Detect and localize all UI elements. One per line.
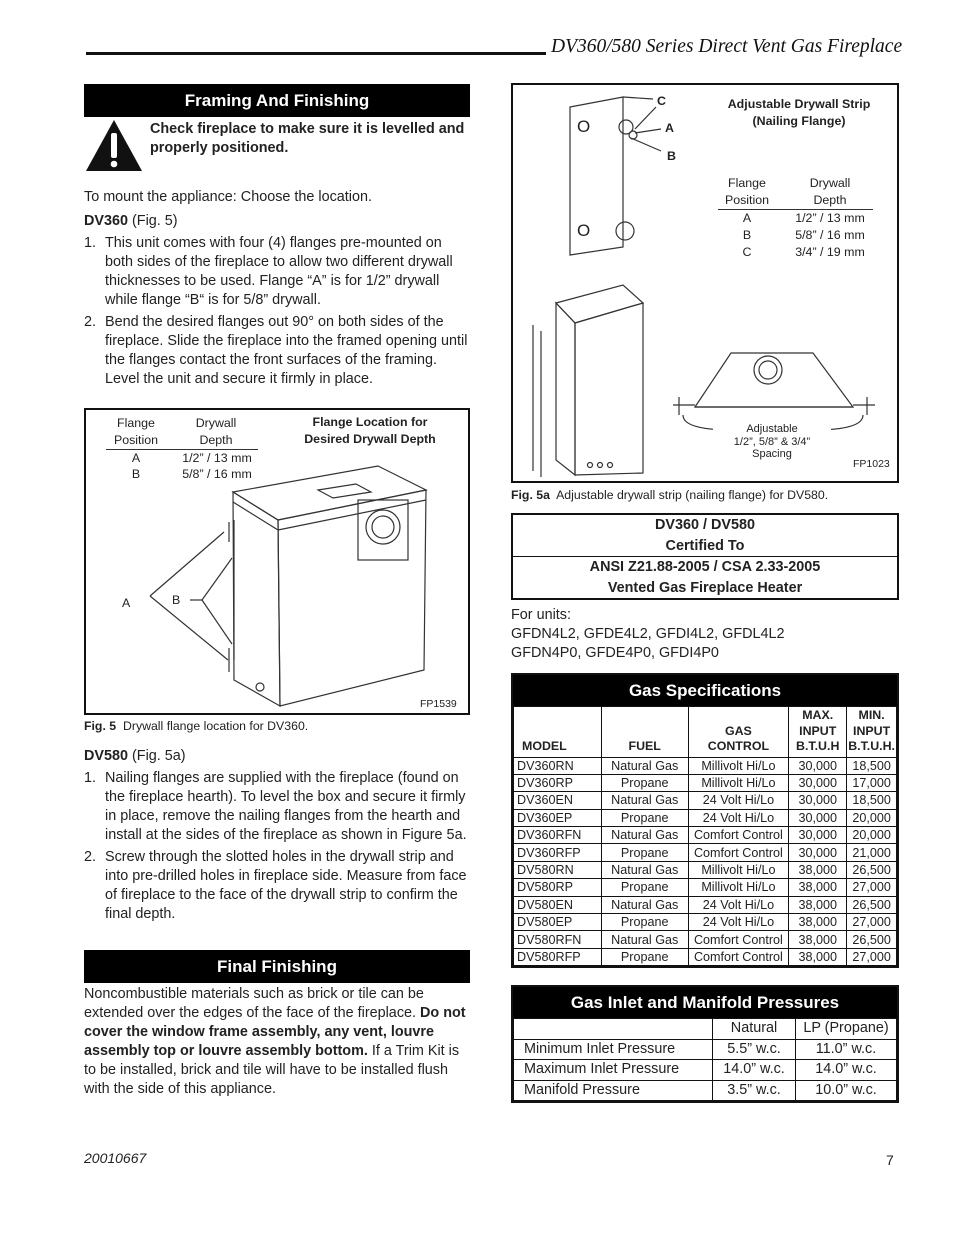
warning-icon (84, 118, 144, 173)
table-row: DV360RFN Natural Gas Comfort Control 30,000 20,000 (514, 827, 897, 844)
fig5a-title: Adjustable Drywall Strip (Nailing Flange) (727, 97, 871, 128)
dv580-steps (84, 769, 470, 924)
figure-5a: O O C A B Adjustable Drywall Strip (Nailing Flange) Flange Position Drywall Depth A B C 1/2” / 13 mm 5/8” / 16 mm 3/4” / 19 mm Adjustable 1/2”, 5/8” & 3/4” Spacing FP1023 (511, 83, 899, 483)
table-row: Maximum Inlet Pressure 14.0” w.c. 14.0” w.c. (514, 1060, 897, 1081)
table-row: DV360EP Propane 24 Volt Hi/Lo 30,000 20,000 (514, 809, 897, 826)
fig5a-spacing-label: Adjustable 1/2”, 5/8” & 3/4” Spacing (713, 423, 831, 461)
fig5-title: Flange Location for Desired Drywall Depth (304, 415, 436, 446)
list-item: 2. Screw through the slotted holes in the drywall strip and into pre-drilled holes in fireplace side. Measure from face of fireplace to the face of the drywall strip to confirm the final depth. (84, 849, 467, 922)
table-row: DV360RFP Propane Comfort Control 30,000 21,000 (514, 844, 897, 861)
fig5a-label-a: A (665, 121, 674, 135)
fig5a-label-c: C (657, 94, 666, 108)
table-row: DV580EN Natural Gas 24 Volt Hi/Lo 38,000 26,500 (514, 896, 897, 913)
warning-text: Check fireplace to make sure it is levelled and properly positioned. (150, 121, 465, 156)
table-row: Minimum Inlet Pressure 5.5” w.c. 11.0” w.c. (514, 1039, 897, 1060)
drywall-strip-drawing (513, 85, 897, 481)
pressures-heading: Gas Inlet and Manifold Pressures (513, 987, 897, 1018)
fig5-caption: Fig. 5 Drywall flange location for DV360. (84, 719, 309, 733)
figure-5: Flange Position Drywall Depth A B 1/2” / 13 mm 5/8” / 16 mm Flange Location for Desired Drywall Depth A B FP1539 (84, 408, 470, 715)
certification-box: DV360 / DV580 Certified To ANSI Z21.88-2005 / CSA 2.33-2005 Vented Gas Fireplace Heater (511, 513, 899, 600)
gas-spec-heading: Gas Specifications (513, 675, 897, 706)
fig5-code: FP1539 (420, 698, 457, 710)
intro-text: To mount the appliance: Choose the location. (84, 189, 373, 205)
table-row: DV360RN Natural Gas Millivolt Hi/Lo 30,000 18,500 (514, 757, 897, 774)
fireplace-drawing-dv360 (86, 410, 468, 713)
dv360-steps (84, 234, 470, 389)
table-row: DV580RFN Natural Gas Comfort Control 38,000 26,500 (514, 931, 897, 948)
dv580-subheading: DV580 (Fig. 5a) (84, 748, 186, 764)
units-list: For units: GFDN4L2, GFDE4L2, GFDI4L2, GFDL4L2 GFDN4P0, GFDE4P0, GFDI4P0 (511, 607, 785, 661)
table-row: DV580EP Propane 24 Volt Hi/Lo 38,000 27,000 (514, 914, 897, 931)
table-row: Manifold Pressure 3.5” w.c. 10.0” w.c. (514, 1080, 897, 1101)
table-row: DV360RP Propane Millivolt Hi/Lo 30,000 17,000 (514, 774, 897, 791)
header-rule (86, 52, 546, 55)
fig5-col-depth: Drywall Depth (195, 416, 237, 447)
table-row: DV360EN Natural Gas 24 Volt Hi/Lo 30,000 18,500 (514, 792, 897, 809)
final-finishing-text: Noncombustible materials such as brick or tile can be extended over the edges of the face of the fireplace. Do not cover the window frame assembly, any vent, louvre assembly top or louvre assembly bottom. If a Trim Kit is to be installed, brick and tile will have to be installed flush with the side of this appliance. (84, 986, 466, 1097)
fig5a-caption: Fig. 5a Adjustable drywall strip (nailing flange) for DV580. (511, 488, 829, 502)
dv360-subheading: DV360 (Fig. 5) (84, 213, 178, 229)
table-row: DV580RP Propane Millivolt Hi/Lo 38,000 27,000 (514, 879, 897, 896)
gas-specifications-table: Gas Specifications MODEL FUEL GAS CONTROL MAX. INPUT B.T.U.H MIN. INPUT B.T.U.H. DV360RN Natural Gas Millivolt Hi/Lo 30,000 18,500 DV360RP Propane Millivolt Hi/Lo 30,000 17,000 DV360EN Natural Gas 24 Volt Hi/Lo 30,000 18,500 DV360EP Propane 24 Volt Hi/Lo 30,000 20,000 DV360RFN Natural Gas Comfort Control 30,000 20,000 DV360RFP Propane Comfort Control 30,000 21,000 DV580RN Natural Gas Millivolt Hi/Lo 38,000 26,500 DV580RP Propane Millivolt Hi/Lo 38,000 27,000 DV580EN Natural Gas 24 Volt Hi/Lo 38,000 26,500 DV580EP Propane 24 Volt Hi/Lo 38,000 27,000 DV580RFN Natural Gas Comfort Control 38,000 26,500 DV580RFP Propane Comfort Control 38,000 27,000 (511, 673, 899, 968)
fig5a-label-b: B (667, 149, 676, 163)
pressures-table: Gas Inlet and Manifold Pressures Natural LP (Propane) Minimum Inlet Pressure 5.5” w.c. 11.0” w.c. Maximum Inlet Pressure 14.0” w.c. 14.0” w.c. Manifold Pressure 3.5” w.c. 10.0” w.c. (511, 985, 899, 1103)
list-item: 1. Nailing flanges are supplied with the fireplace (found on the fireplace hearth). To level the box and secure it firmly in place, remove the nailing flanges from the hearth and install at the sides of the fireplace as shown in Figure 5a. (84, 770, 467, 843)
fig5-col-position: Flange Position (113, 416, 159, 447)
final-finishing-heading: Final Finishing (84, 950, 470, 983)
page-title: DV360/580 Series Direct Vent Gas Fireplace (551, 36, 903, 57)
table-row: DV580RFP Propane Comfort Control 38,000 27,000 (514, 948, 897, 965)
fig5-label-a: A (122, 596, 131, 610)
fig5-label-b: B (172, 593, 181, 607)
framing-heading: Framing And Finishing (84, 84, 470, 117)
document-number: 20010667 (84, 1150, 147, 1166)
list-item: 1. This unit comes with four (4) flanges pre-mounted on both sides of the fireplace to allow two different drywall thicknesses to be used. Flange “A” is for 1/2” drywall while flange “B“ is for 5/8” drywall. (84, 235, 453, 308)
list-item: 2. Bend the desired flanges out 90° on both sides of the fireplace. Slide the fireplace into the framed opening until the flanges contact the front surfaces of the framing. Level the unit and secure it firmly in place. (84, 314, 468, 387)
page-number: 7 (886, 1152, 894, 1168)
fig5a-code: FP1023 (853, 458, 890, 470)
table-row: DV580RN Natural Gas Millivolt Hi/Lo 38,000 26,500 (514, 861, 897, 878)
